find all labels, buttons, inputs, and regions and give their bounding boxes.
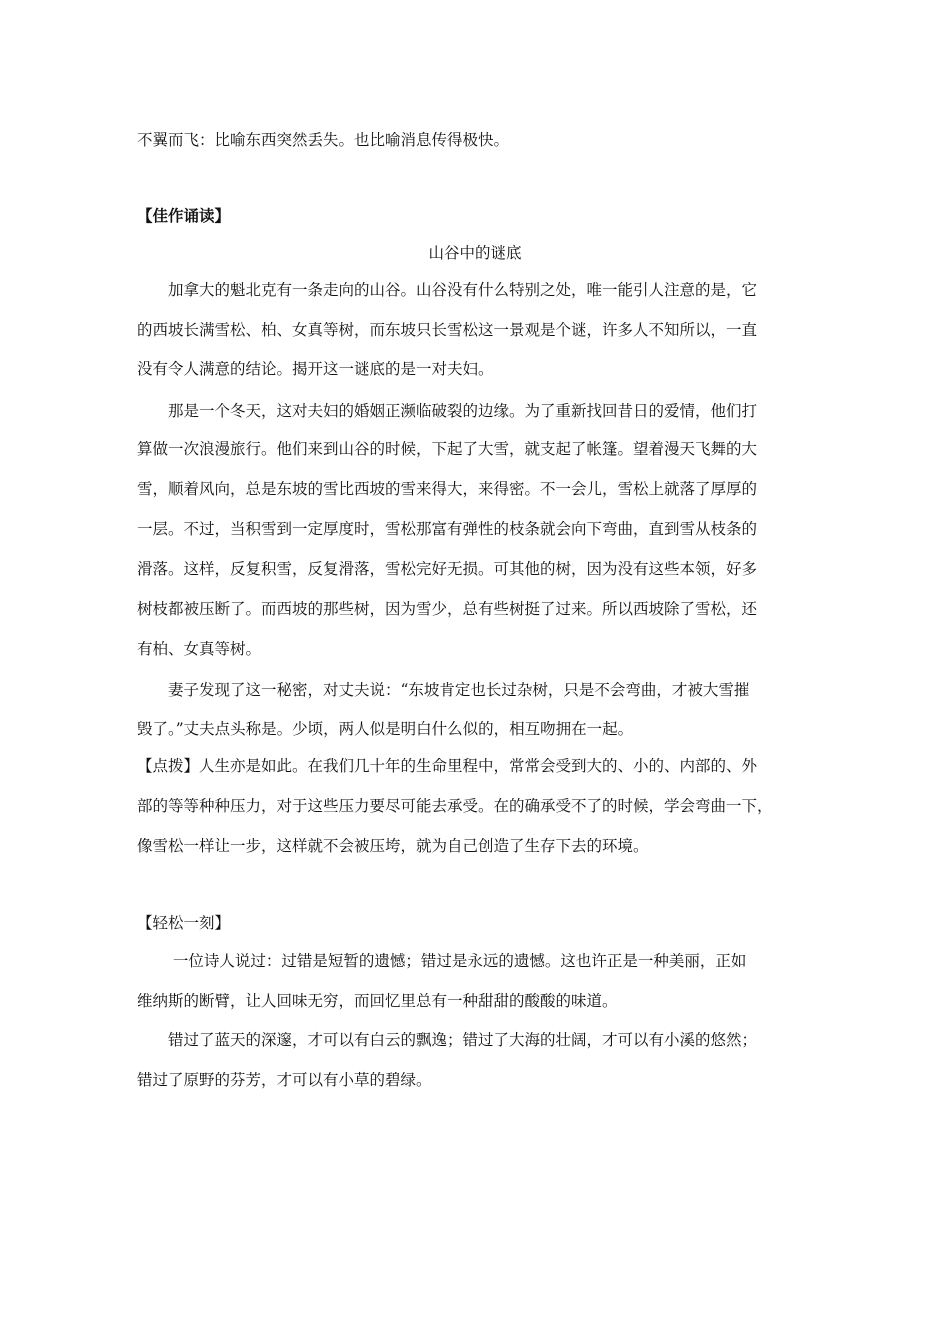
commentary-line: 【点拨】人生亦是如此。在我们几十年的生命里程中，常常会受到大的、小的、内部的、外 bbox=[137, 757, 758, 775]
article-line: 滑落。这样，反复积雪，反复滑落，雪松完好无损。可其他的树，因为没有这些本领，好多 bbox=[137, 560, 758, 578]
relax-line: 错过了原野的芬芳，才可以有小草的碧绿。 bbox=[137, 1071, 432, 1089]
commentary-line: 像雪松一样让一步，这样就不会被压垮，就为自己创造了生存下去的环境。 bbox=[137, 837, 649, 855]
article-line: 的西坡长满雪松、柏、女真等树，而东坡只长雪松这一景观是个谜，许多人不知所以，一直 bbox=[137, 321, 758, 339]
commentary-line: 部的等等种种压力，对于这些压力要尽可能去承受。在的确承受不了的时候，学会弯曲一下， bbox=[137, 797, 773, 815]
relax-line: 一位诗人说过：过错是短暂的遗憾；错过是永远的遗憾。这也许正是一种美丽，正如 bbox=[137, 952, 747, 970]
article-line: 有柏、女真等树。 bbox=[137, 640, 262, 658]
article-line: 毁了。”丈夫点头称是。少顷，两人似是明白什么似的，相互吻拥在一起。 bbox=[137, 720, 634, 738]
article-line: 算做一次浪漫旅行。他们来到山谷的时候，下起了大雪，就支起了帐篷。望着漫天飞舞的大 bbox=[137, 440, 758, 458]
relax-line: 错过了蓝天的深邃，才可以有白云的飘逸；错过了大海的壮阔，才可以有小溪的悠然； bbox=[137, 1031, 758, 1049]
article-line: 一层。不过，当积雪到一定厚度时，雪松那富有弹性的枝条就会向下弯曲，直到雪从枝条的 bbox=[137, 520, 758, 538]
idiom-definition: 不翼而飞：比喻东西突然丢失。也比喻消息传得极快。 bbox=[137, 131, 510, 149]
article-line: 雪，顺着风向，总是东坡的雪比西坡的雪来得大，来得密。不一会儿，雪松上就落了厚厚的 bbox=[137, 480, 758, 498]
reading-heading: 【佳作诵读】 bbox=[137, 206, 231, 225]
article-line: 树枝都被压断了。而西坡的那些树，因为雪少，总有些树挺了过来。所以西坡除了雪松，还 bbox=[137, 600, 758, 618]
article-line: 那是一个冬天，这对夫妇的婚姻正濒临破裂的边缘。为了重新找回昔日的爱情，他们打 bbox=[137, 402, 758, 420]
relax-line: 维纳斯的断臂，让人回味无穷，而回忆里总有一种甜甜的酸酸的味道。 bbox=[137, 992, 618, 1010]
article-line: 妻子发现了这一秘密，对丈夫说：“东坡肯定也长过杂树，只是不会弯曲，才被大雪摧 bbox=[137, 681, 750, 699]
relax-heading: 【轻松一刻】 bbox=[137, 914, 231, 932]
article-line: 加拿大的魁北克有一条走向的山谷。山谷没有什么特别之处，唯一能引人注意的是，它 bbox=[137, 281, 758, 299]
article-line: 没有令人满意的结论。揭开这一谜底的是一对夫妇。 bbox=[137, 360, 494, 378]
article-title: 山谷中的谜底 bbox=[428, 244, 522, 262]
